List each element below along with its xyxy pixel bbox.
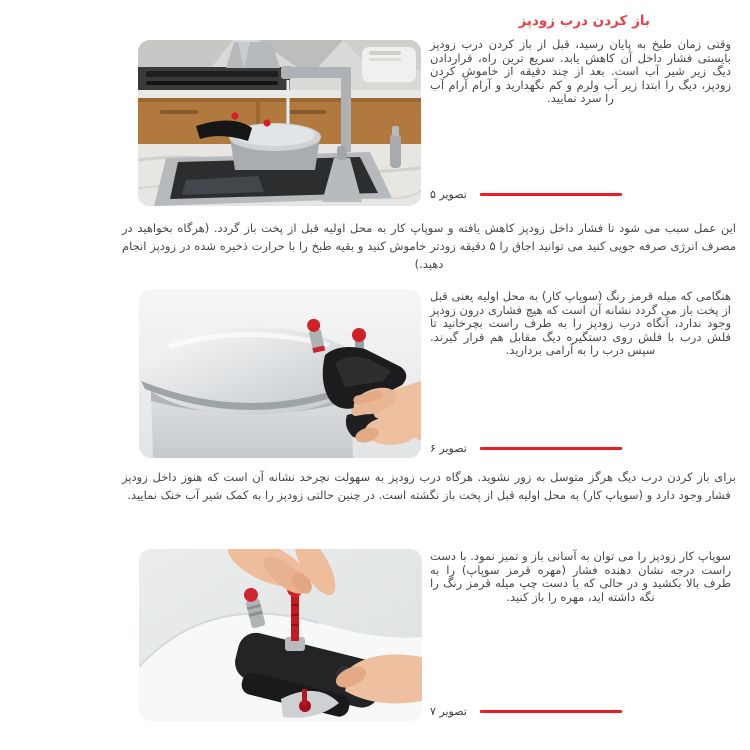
caption-figure-7: [430, 703, 730, 719]
caption-figure-5-label: تصویر ۵: [430, 187, 467, 201]
caption-figure-5: [430, 186, 730, 202]
paragraph-pressure-release-note: این عمل سبب می شود تا فشار داخل زودپز کاهش یافته و سوپاپ کار به محل اولیه قبل از پخت باز گردد. (هرگاه بخواهید در مصرف انرژی صرفه جویی کنید می توانید اجاق را ۵ دقیقه زودتر خاموش کنید و بقیه طبخ را با حرارت ذخیره شده در زودپز انجام دهید.): [122, 221, 736, 271]
cooker-handle-illustration: [139, 289, 421, 458]
photo-kitchen-sink: [138, 40, 421, 206]
caption-figure-5-rule: [480, 193, 622, 196]
valve-removal-illustration: [139, 549, 422, 721]
page-title: باز کردن درب زودپز: [518, 13, 650, 29]
caption-figure-6-rule: [480, 447, 622, 450]
caption-figure-7-label: تصویر ۷: [430, 704, 467, 718]
caption-figure-7-rule: [480, 710, 622, 713]
paragraph-opening-lid-instructions: هنگامی که میله قرمز رنگ (سوپاپ کار) به محل اولیه یعنی قبل از پخت باز می گردد نشانه آن است که هیچ فشاری درون زودپز وجود ندارد، آنگاه درب زودپز را به طرف راست بچرخانید تا فلش درب با فلش روی دستگیره دیگ مقابل هم قرار گیرند. سپس درب را به آرامی بردارید.: [430, 289, 731, 358]
paragraph-never-force-lid: برای باز کردن درب دیگ هرگز متوسل به زور نشوید. هرگاه درب زودپز به سهولت نچرخد نشانه آن است که هنوز داخل زودپز فشار وجود دارد و (سوپاپ کار) به محل اولیه قبل از پخت باز نگشته است. در چنین حالتی زودپز را به کمک شیر آب خنک نمایید.: [122, 470, 736, 502]
photo-valve-removal: [139, 549, 422, 721]
paragraph-valve-cleaning-instructions: سوپاپ کار زودپز را می توان به آسانی باز و تمیز نمود. با دست راست درجه نشان دهنده فشار (مهره قرمز سوپاپ) را به طرف بالا بکشید و در حالی که با دست چپ میله قرمز رنگ را نگه داشته اید، مهره را باز کنید.: [430, 549, 731, 604]
kitchen-sink-illustration: [138, 40, 421, 206]
paragraph-cooling-instructions: وقتی زمان طبخ به پایان رسید، قبل از باز کردن درب زودپز بایستی فشار داخل آن کاهش یابد. سریع ترین راه، قراردادن دیگ زیر شیر آب است. بعد از چند دقیقه از خاموش کردن زودپز، دیگ را ابتدا زیر آب ولرم و کم نگهدارید و آرام آرام آب را سرد نمایید.: [430, 37, 731, 106]
photo-cooker-handle: [139, 289, 421, 458]
caption-figure-6: [430, 440, 730, 456]
caption-figure-6-label: تصویر ۶: [430, 441, 467, 455]
